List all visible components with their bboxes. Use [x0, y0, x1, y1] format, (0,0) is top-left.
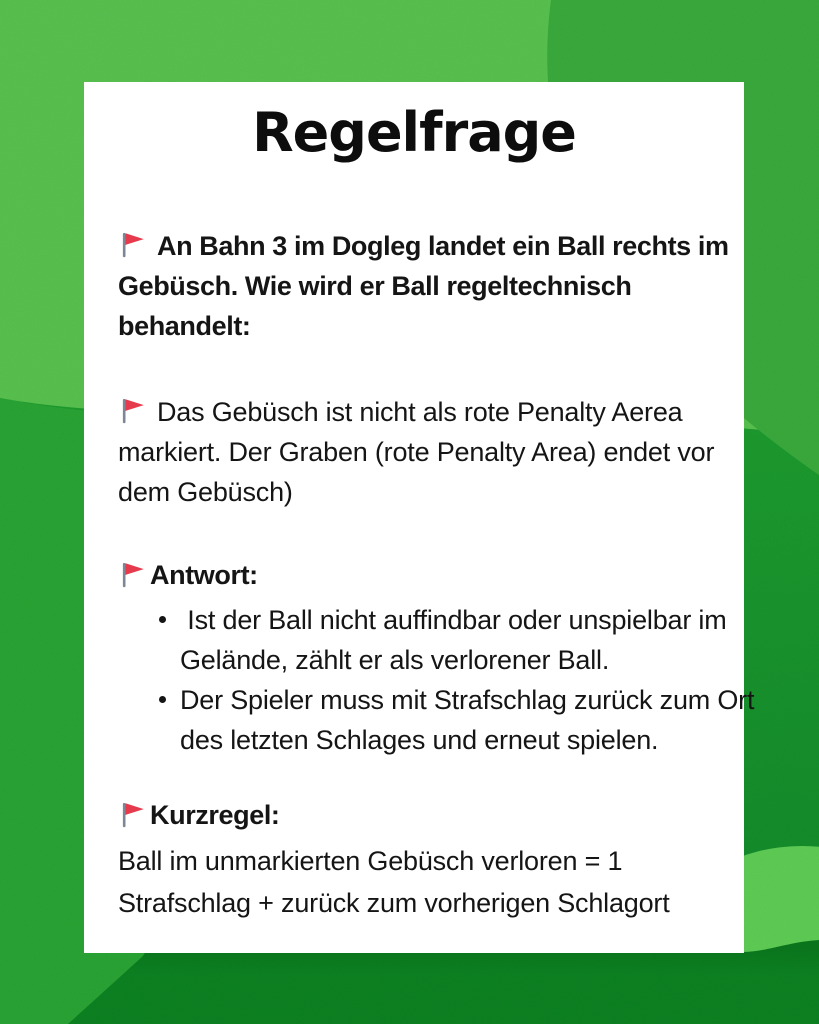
- list-item: [118, 600, 727, 680]
- bullet-text: [180, 680, 754, 760]
- answer-bullet-list: [118, 600, 755, 760]
- shortrule-heading: [118, 796, 710, 834]
- bullet2-line-2: des letzten Schlages und erneut spielen.: [180, 725, 659, 755]
- question-line-2: Gebüsch. Wie wird er Ball regeltechnisch: [118, 271, 632, 301]
- shortrule-line-1: Ball im unmarkierten Gebüsch verloren = 1: [118, 846, 623, 876]
- bullet1-line-2: Gelände, zählt er als verlorener Ball.: [180, 645, 610, 675]
- question-line-1: [118, 226, 729, 266]
- bullet-dot: [159, 696, 166, 703]
- note-paragraph: [118, 392, 715, 512]
- page-title: Regelfrage: [252, 101, 576, 164]
- bullet2-line-1: Der Spieler muss mit Strafschlag zurück zum Ort: [180, 685, 755, 715]
- shortrule-paragraph: [118, 840, 710, 924]
- bullet-text: [180, 600, 727, 680]
- question-paragraph: [118, 226, 729, 346]
- red-flag-icon: [118, 800, 148, 830]
- bullet1-line-1: Ist der Ball nicht auffindbar oder unspielbar im: [180, 605, 727, 635]
- question-line-3: behandelt:: [118, 311, 251, 341]
- shortrule-line-2: Strafschlag + zurück zum vorherigen Schlagort: [118, 888, 670, 918]
- question-text: An Bahn 3 im Dogleg landet ein Ball rechts im: [157, 231, 729, 261]
- shortrule-heading-label: Kurzregel:: [150, 800, 280, 830]
- list-item: [118, 680, 755, 760]
- red-flag-icon: [118, 230, 148, 260]
- bullet-dot: [159, 616, 166, 623]
- note-line-3: dem Gebüsch): [118, 477, 293, 507]
- note-line-2: markiert. Der Graben (rote Penalty Area) endet vor: [118, 437, 715, 467]
- note-text: Das Gebüsch ist nicht als rote Penalty Aerea: [157, 397, 683, 427]
- red-flag-icon: [118, 396, 148, 426]
- answer-heading-label: Antwort:: [150, 560, 258, 590]
- answer-heading: [118, 556, 710, 594]
- rules-card: [84, 82, 755, 953]
- red-flag-icon: [118, 560, 148, 590]
- note-line-1: [118, 392, 710, 432]
